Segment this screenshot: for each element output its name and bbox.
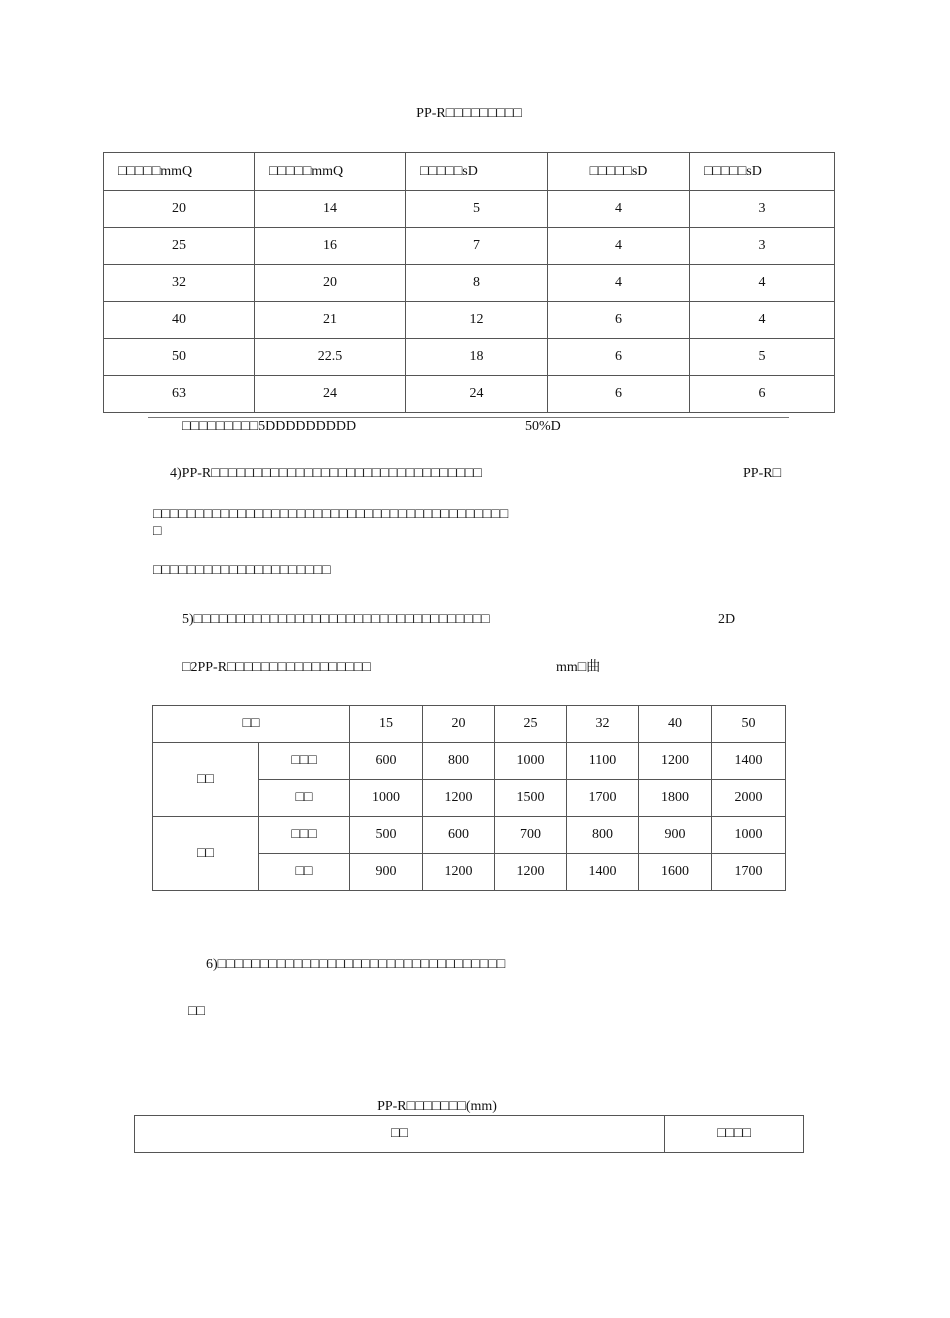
table-cell: 1000 [350,780,423,817]
table2-caption: □2PP-R□□□□□□□□□□□□□□□□□ [182,660,371,675]
table-cell: 3 [690,228,835,265]
table-cell: 1600 [639,854,712,891]
table-cell: 16 [255,228,406,265]
header-cell: 25 [495,706,567,743]
table-cell: 800 [423,743,495,780]
header-cell: 50 [712,706,786,743]
table-cell: 4 [548,228,690,265]
para4-line3: □□□□□□□□□□□□□□□□□□□□□ [153,563,331,578]
table-cell: 4 [690,265,835,302]
table3-title: PP-R□□□□□□□(mm) [377,1099,497,1114]
table-row [104,302,835,339]
table-cell: 14 [255,191,406,228]
para4-line2-wrap: □ [153,524,162,539]
para6-line1: 6)□□□□□□□□□□□□□□□□□□□□□□□□□□□□□□□□□□ [206,957,506,972]
sub-label-cell: □□□ [259,817,350,854]
table-cell: 1000 [495,743,567,780]
table1-title: PP-R□□□□□□□□□ [416,106,522,121]
table-cell: 1700 [712,854,786,891]
table-cell: 1400 [712,743,786,780]
table-cell: 900 [350,854,423,891]
table-cell: 25 [104,228,255,265]
size-table [134,1115,804,1153]
header-cell: 20 [423,706,495,743]
table-row [153,743,786,780]
table-cell: 1200 [639,743,712,780]
table-cell: 1200 [423,854,495,891]
spacing-table [152,705,786,891]
header-cell: □□ [135,1116,665,1153]
table-cell: 1800 [639,780,712,817]
table-cell: 20 [104,191,255,228]
table-cell: 1000 [712,817,786,854]
table-cell: 32 [104,265,255,302]
para4-line1: 4)PP-R□□□□□□□□□□□□□□□□□□□□□□□□□□□□□□□□ [170,466,482,481]
table-cell: 1400 [567,854,639,891]
header-cell: □□□□□mmQ [104,153,255,191]
sub-label-cell: □□ [259,854,350,891]
table-cell: 5 [406,191,548,228]
header-cell: 32 [567,706,639,743]
table-cell: 800 [567,817,639,854]
table-header-row [135,1116,804,1153]
table2-caption-unit: mm□曲 [556,660,601,675]
table-row [104,376,835,413]
table-cell: 21 [255,302,406,339]
table1-note-percent: 50%D [525,419,561,434]
table-cell: 40 [104,302,255,339]
table-cell: 18 [406,339,548,376]
header-cell: 15 [350,706,423,743]
table-cell: 1200 [423,780,495,817]
table-cell: 6 [690,376,835,413]
table-cell: 12 [406,302,548,339]
table-cell: 50 [104,339,255,376]
table-row [153,817,786,854]
group-label-cell: □□ [153,817,259,891]
table-cell: 7 [406,228,548,265]
table-cell: 700 [495,817,567,854]
table-cell: 500 [350,817,423,854]
table-cell: 2000 [712,780,786,817]
table-cell: 22.5 [255,339,406,376]
header-cell: □□□□ [665,1116,804,1153]
header-cell: □□□□□sD [548,153,690,191]
table-cell: 6 [548,302,690,339]
spec-table [103,152,835,413]
para4-line1-right: PP-R□ [743,466,782,481]
table-cell: 6 [548,339,690,376]
table-cell: 600 [423,817,495,854]
table-header-row [104,153,835,191]
table-cell: 24 [255,376,406,413]
sub-label-cell: □□ [259,780,350,817]
table-cell: 63 [104,376,255,413]
para5-line1: 5)□□□□□□□□□□□□□□□□□□□□□□□□□□□□□□□□□□□ [182,612,490,627]
table-row [104,265,835,302]
para4-line2: □□□□□□□□□□□□□□□□□□□□□□□□□□□□□□□□□□□□□□□□□□ [153,507,509,522]
table-cell: 24 [406,376,548,413]
sub-label-cell: □□□ [259,743,350,780]
group-label-cell: □□ [153,743,259,817]
table-cell: 4 [548,191,690,228]
table-cell: 1500 [495,780,567,817]
table-cell: 3 [690,191,835,228]
header-cell: □□□□□mmQ [255,153,406,191]
table-cell: 8 [406,265,548,302]
table-cell: 5 [690,339,835,376]
header-cell: 40 [639,706,712,743]
table-cell: 4 [548,265,690,302]
table-cell: 600 [350,743,423,780]
table1-note: □□□□□□□□□5DDDDDDDDD [182,419,357,434]
table-cell: 6 [548,376,690,413]
table-row [104,228,835,265]
table-cell: 900 [639,817,712,854]
table-cell: 1200 [495,854,567,891]
table-row [104,339,835,376]
corner-cell: □□ [153,706,350,743]
table-cell: 1700 [567,780,639,817]
table-row [104,191,835,228]
table-cell: 1100 [567,743,639,780]
header-cell: □□□□□sD [406,153,548,191]
table-cell: 20 [255,265,406,302]
header-cell: □□□□□sD [690,153,835,191]
table-cell: 4 [690,302,835,339]
para5-line1-right: 2D [718,612,736,627]
table-header-row [153,706,786,743]
para6-line2: □□ [188,1004,205,1019]
